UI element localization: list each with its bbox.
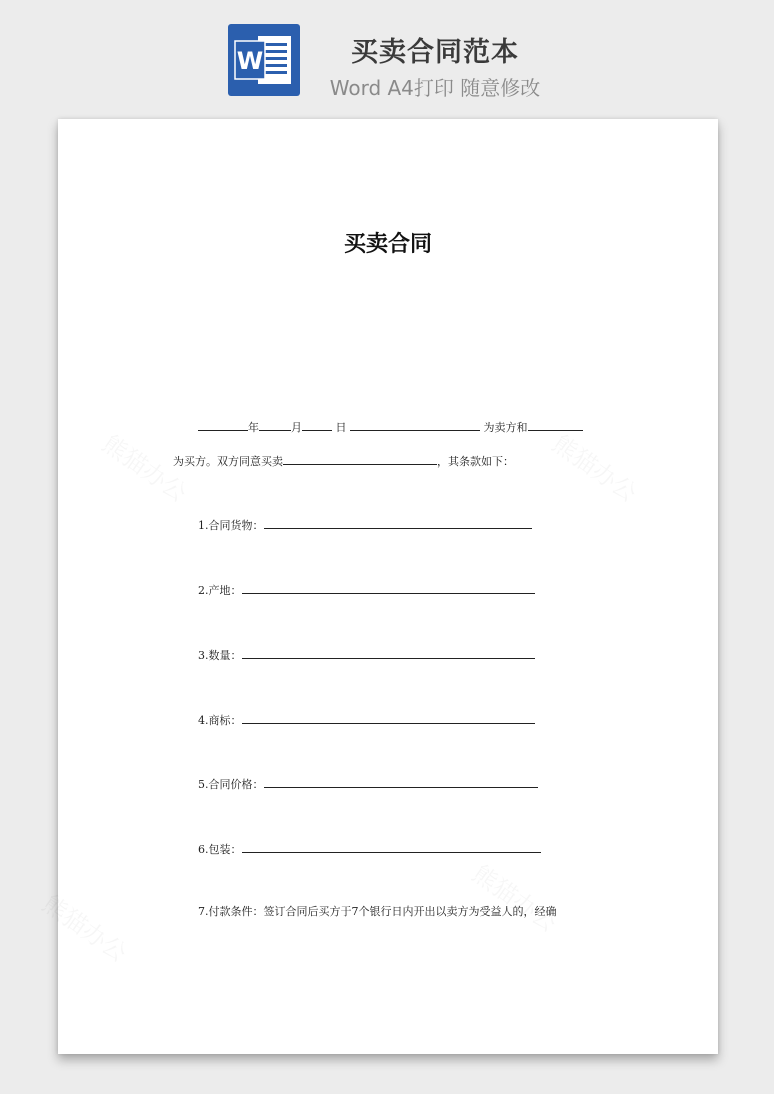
- seller-blank[interactable]: [350, 419, 480, 431]
- clause-6: [198, 841, 541, 857]
- clause-label: 2.产地：: [198, 584, 242, 597]
- terms-suffix: ，其条款如下：: [437, 455, 514, 468]
- clause-blank[interactable]: [242, 582, 535, 594]
- goods-blank[interactable]: [283, 453, 437, 465]
- day-blank[interactable]: [302, 419, 332, 431]
- clause-blank[interactable]: [242, 647, 535, 659]
- watermark: [547, 425, 646, 509]
- clause-7: [198, 905, 557, 919]
- buyer-blank[interactable]: [528, 419, 583, 431]
- clause-label: 3.数量：: [198, 649, 242, 662]
- word-logo-letter: W: [236, 47, 264, 75]
- clause-1: [198, 517, 532, 533]
- word-logo-icon: [228, 24, 300, 96]
- clause-label: 6.包装：: [198, 843, 242, 856]
- document-title: 买卖合同: [343, 232, 432, 257]
- clause-blank[interactable]: [242, 712, 535, 724]
- year-blank[interactable]: [198, 419, 248, 431]
- clause-2: [198, 582, 535, 598]
- clause-blank[interactable]: [264, 517, 532, 529]
- day-label: 日: [335, 421, 347, 434]
- year-label: 年: [248, 421, 259, 434]
- document-page: [58, 119, 718, 1054]
- intro-line-2: [173, 453, 514, 469]
- banner-subtitle: Word A4打印 随意修改: [329, 76, 541, 100]
- buyer-prefix: 为买方。双方同意买卖: [173, 455, 283, 468]
- clause-label: 7.付款条件：签订合同后买方于7个银行日内开出以卖方为受益人的，经确: [198, 905, 557, 918]
- clause-label: 5.合同价格：: [198, 778, 264, 791]
- intro-line-1: [198, 419, 583, 435]
- seller-suffix: 为卖方和: [483, 421, 528, 434]
- clause-label: 4.商标：: [198, 714, 242, 727]
- watermark: [467, 855, 566, 939]
- clause-blank[interactable]: [242, 841, 541, 853]
- clause-5: [198, 776, 538, 792]
- banner-title: 买卖合同范本: [351, 37, 519, 68]
- clause-4: [198, 712, 535, 728]
- clause-3: [198, 647, 535, 663]
- month-label: 月: [291, 421, 302, 434]
- watermark: [37, 885, 136, 969]
- clause-blank[interactable]: [264, 776, 538, 788]
- month-blank[interactable]: [259, 419, 291, 431]
- clause-label: 1.合同货物：: [198, 519, 264, 532]
